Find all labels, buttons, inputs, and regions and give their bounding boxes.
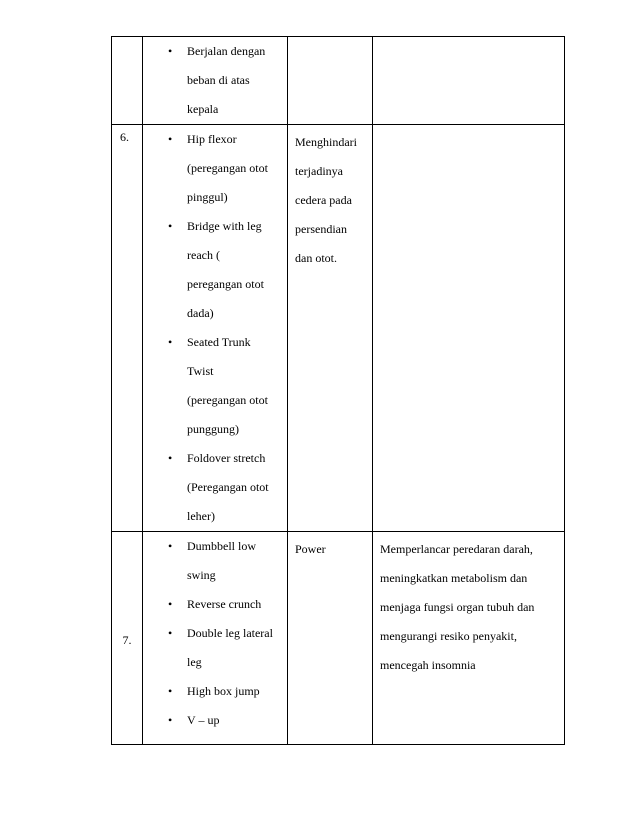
activity-line: beban di atas xyxy=(187,73,250,87)
row-number: 7. xyxy=(122,632,132,647)
table-row xyxy=(112,37,565,125)
activity-cell xyxy=(143,125,288,532)
activity-line: leher) xyxy=(187,509,215,523)
goal-line: terjadinya xyxy=(295,164,343,178)
row-number-cell xyxy=(112,37,143,125)
goal-line: persendian xyxy=(295,222,347,236)
benefit-cell xyxy=(373,532,565,745)
activity-line: leg xyxy=(187,655,202,669)
bullet-icon: • xyxy=(168,451,173,465)
row-number: 6. xyxy=(120,130,129,144)
activity-line: kepala xyxy=(187,102,219,116)
benefit-cell xyxy=(373,125,565,532)
table-row xyxy=(112,125,565,532)
activity-list xyxy=(143,37,287,124)
activity-line: (peregangan otot xyxy=(187,393,268,407)
activity-line: (peregangan otot xyxy=(187,161,268,175)
activity-line: dada) xyxy=(187,306,214,320)
activity-line: V – up xyxy=(187,713,220,727)
activity-list xyxy=(143,125,287,531)
list-item xyxy=(143,37,287,124)
activity-line: Foldover stretch xyxy=(187,451,266,465)
benefit-line: meningkatkan metabolism dan xyxy=(380,571,528,585)
activity-line: punggung) xyxy=(187,422,239,436)
benefit-cell xyxy=(373,37,565,125)
activity-cell xyxy=(143,37,288,125)
activity-line: Hip flexor xyxy=(187,132,237,146)
goal-cell xyxy=(288,125,373,532)
bullet-icon: • xyxy=(168,335,173,349)
activity-line: (Peregangan otot xyxy=(187,480,269,494)
bullet-icon: • xyxy=(168,597,173,611)
activity-line: Dumbbell low xyxy=(187,539,256,553)
benefit-line: menjaga fungsi organ tubuh dan xyxy=(380,600,535,614)
benefit-text xyxy=(373,532,564,680)
bullet-icon: • xyxy=(168,539,173,553)
list-item xyxy=(143,444,287,531)
bullet-icon: • xyxy=(168,132,173,146)
activity-line: swing xyxy=(187,568,216,582)
bullet-icon: • xyxy=(168,684,173,698)
benefit-line: Memperlancar peredaran darah, xyxy=(380,542,533,556)
bullet-icon: • xyxy=(168,713,173,727)
activity-line: Berjalan dengan xyxy=(187,44,266,58)
list-item xyxy=(143,590,287,619)
goal-text xyxy=(288,532,372,564)
activity-line: Reverse crunch xyxy=(187,597,262,611)
goal-line: Menghindari xyxy=(295,135,357,149)
goal-line: dan otot. xyxy=(295,251,337,265)
benefit-line: mencegah insomnia xyxy=(380,658,476,672)
goal-line: Power xyxy=(295,542,326,556)
activity-line: peregangan otot xyxy=(187,277,264,291)
bullet-icon: • xyxy=(168,44,173,58)
activity-line: Seated Trunk xyxy=(187,335,251,349)
list-item xyxy=(143,212,287,328)
row-number-cell xyxy=(112,125,143,532)
activity-line: Twist xyxy=(187,364,214,378)
list-item xyxy=(143,532,287,590)
activity-cell xyxy=(143,532,288,745)
activity-line: reach ( xyxy=(187,248,220,262)
activity-line: Double leg lateral xyxy=(187,626,273,640)
goal-cell xyxy=(288,37,373,125)
benefit-line: mengurangi resiko penyakit, xyxy=(380,629,517,643)
list-item xyxy=(143,619,287,677)
table-row xyxy=(112,532,565,745)
activity-list xyxy=(143,532,287,735)
activity-line: pinggul) xyxy=(187,190,228,204)
goal-text xyxy=(288,125,372,273)
goal-line: cedera pada xyxy=(295,193,352,207)
activity-line: Bridge with leg xyxy=(187,219,262,233)
list-item xyxy=(143,677,287,706)
bullet-icon: • xyxy=(168,626,173,640)
exercise-table xyxy=(111,36,565,745)
row-number-cell xyxy=(112,532,143,745)
list-item xyxy=(143,706,287,735)
bullet-icon: • xyxy=(168,219,173,233)
goal-cell xyxy=(288,532,373,745)
list-item xyxy=(143,328,287,444)
activity-line: High box jump xyxy=(187,684,260,698)
list-item xyxy=(143,125,287,212)
